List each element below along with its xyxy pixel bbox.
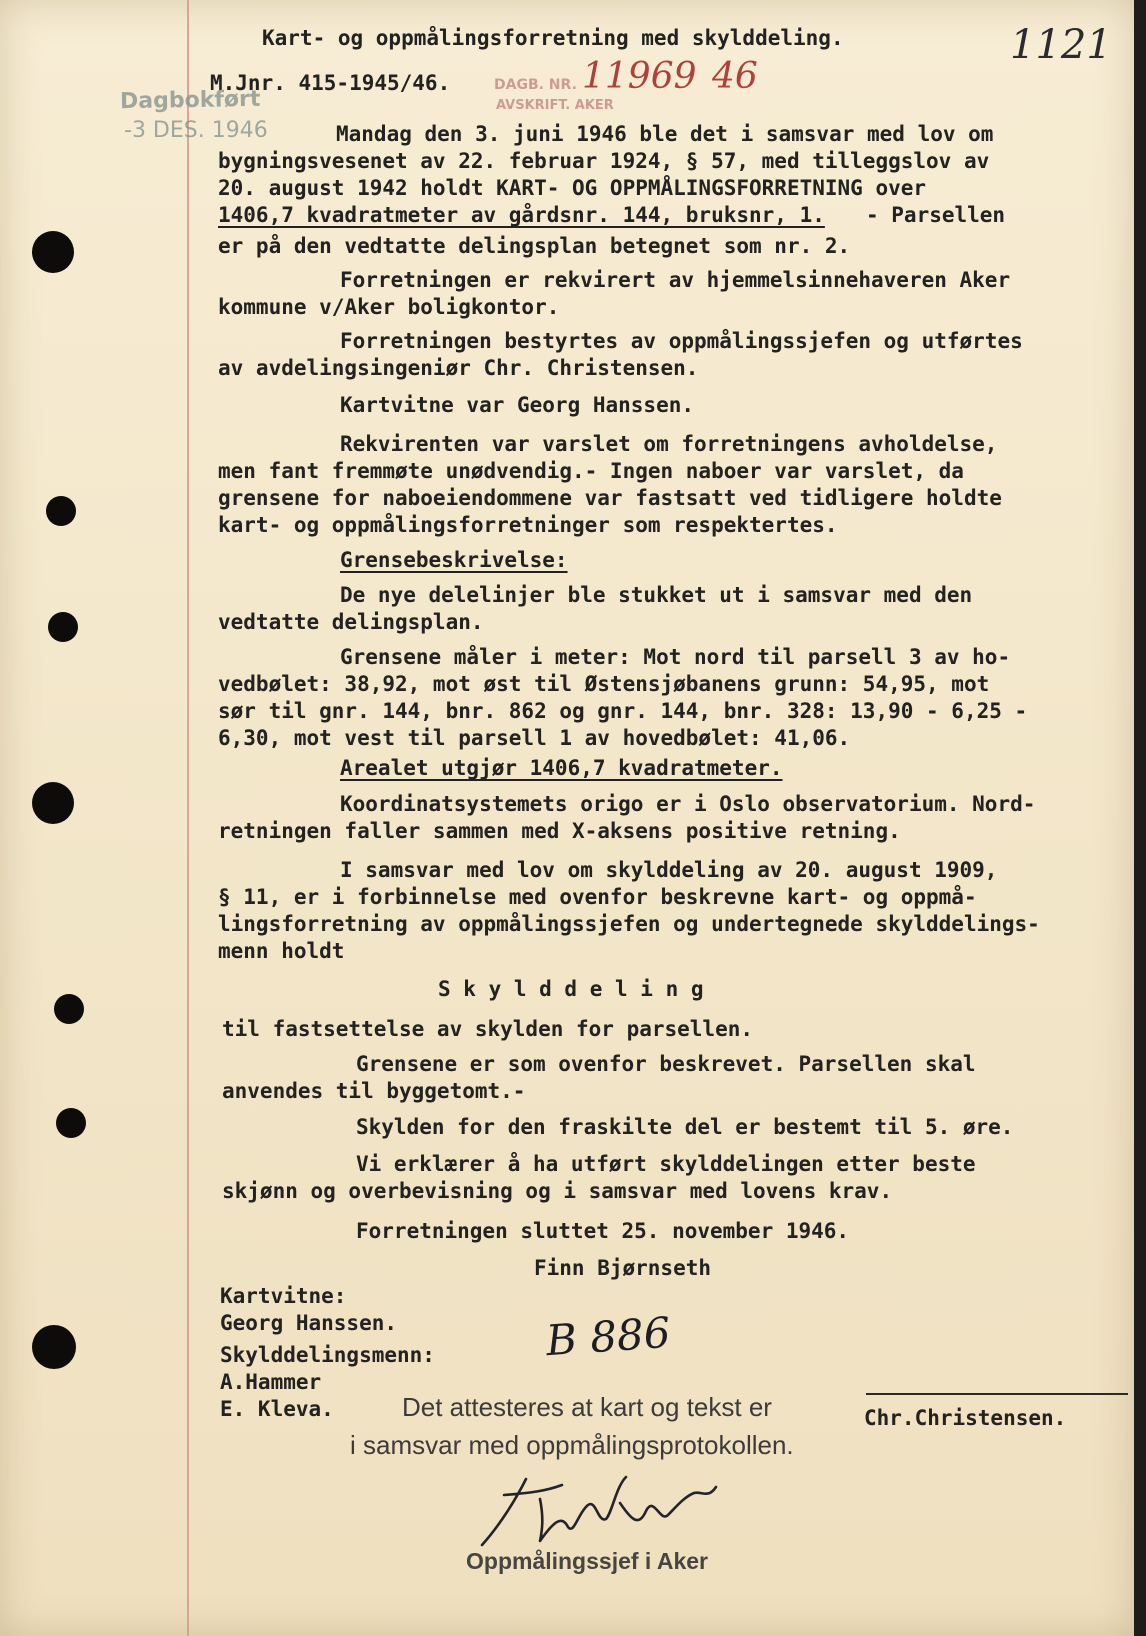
journal-number: M.Jnr. 415-1945/46. xyxy=(210,71,451,95)
body-line: Grensene måler i meter: Mot nord til parsell 3 av ho- xyxy=(340,645,1011,669)
body-line: Forretningen bestyrtes av oppmålingssjefen og utførtes xyxy=(340,329,1023,353)
body-line: Forretningen sluttet 25. november 1946. xyxy=(356,1219,850,1243)
body-line: til fastsettelse av skylden for parsellen. xyxy=(222,1017,754,1041)
red-stamp-sub: AVSKRIFT. AKER xyxy=(496,98,614,113)
member-name: A.Hammer xyxy=(220,1370,322,1394)
body-line: 6,30, mot vest til parsell 1 av hovedbølet: 41,06. xyxy=(218,726,851,750)
punch-hole xyxy=(32,231,74,273)
body-line: § 11, er i forbinnelse med ovenfor beskrevne kart- og oppmå- xyxy=(218,885,977,909)
punch-hole xyxy=(54,994,84,1024)
area-statement: Arealet utgjør 1406,7 kvadratmeter. xyxy=(340,756,783,780)
kartvitne-name: Georg Hanssen. xyxy=(220,1311,398,1335)
body-line: De nye delelinjer ble stukket ut i samsvar med den xyxy=(340,583,973,607)
handwritten-signature xyxy=(470,1465,730,1560)
handwritten-reference: B 886 xyxy=(544,1307,672,1366)
body-line: 20. august 1942 holdt KART- OG OPPMÅLINGSFORRETNING over xyxy=(218,176,927,200)
punch-hole xyxy=(46,496,76,526)
punch-hole xyxy=(32,782,74,824)
body-line: vedtatte delingsplan. xyxy=(218,610,484,634)
body-line: menn holdt xyxy=(218,939,345,963)
dagbok-stamp-label: Dagbokført xyxy=(119,86,261,115)
body-line: I samsvar med lov om skylddeling av 20. august 1909, xyxy=(340,858,998,882)
body-line: bygningsvesenet av 22. februar 1924, § 57, med tilleggslov av xyxy=(218,149,990,173)
body-line: Forretningen er rekvirert av hjemmelsinnehaveren Aker xyxy=(340,268,1011,292)
red-stamp-number: 11969 xyxy=(582,56,697,97)
office-stamp: Oppmålingssjef i Aker xyxy=(466,1548,708,1574)
body-line: Grensene er som ovenfor beskrevet. Parsellen skal xyxy=(356,1052,976,1076)
body-line: lingsforretning av oppmålingssjefen og undertegnede skylddelings- xyxy=(218,912,1040,936)
heading-skylddeling: S k y l d d e l i n g xyxy=(438,977,704,1001)
document-title: Kart- og oppmålingsforretning med skylddeling. xyxy=(262,26,844,50)
heading-grensebeskrivelse: Grensebeskrivelse: xyxy=(340,548,568,572)
body-line: sør til gnr. 144, bnr. 862 og gnr. 144, bnr. 328: 13,90 - 6,25 - xyxy=(218,699,1028,723)
body-line: Skylden for den fraskilte del er bestemt til 5. øre. xyxy=(356,1115,1014,1139)
engineer-name: Chr.Christensen. xyxy=(864,1406,1067,1430)
body-line: vedbølet: 38,92, mot øst til Østensjøbanens grunn: 54,95, mot xyxy=(218,672,990,696)
body-line: Koordinatsystemets origo er i Oslo observatorium. Nord- xyxy=(340,792,1036,816)
punch-hole xyxy=(48,612,78,642)
body-line: er på den vedtatte delingsplan betegnet som nr. 2. xyxy=(218,234,851,258)
body-line: Vi erklærer å ha utført skylddelingen etter beste xyxy=(356,1152,976,1176)
body-line: Rekvirenten var varslet om forretningens avholdelse, xyxy=(340,432,998,456)
signature-line xyxy=(866,1393,1128,1395)
signer-name: Finn Bjørnseth xyxy=(534,1256,712,1280)
skylddelingsmenn-label: Skylddelingsmenn: xyxy=(220,1343,435,1367)
body-line: Mandag den 3. juni 1946 ble det i samsvar med lov om xyxy=(336,122,994,146)
kartvitne-label: Kartvitne: xyxy=(220,1284,347,1308)
member-name: E. Kleva. xyxy=(220,1397,334,1421)
body-line: retningen faller sammen med X-aksens positive retning. xyxy=(218,819,901,843)
body-line: men fant fremmøte unødvendig.- Ingen naboer var varslet, da xyxy=(218,459,964,483)
page-number: 1121 xyxy=(1010,22,1112,68)
certification-line: i samsvar med oppmålingsprotokollen. xyxy=(350,1430,794,1460)
margin-line xyxy=(187,0,189,1636)
body-line-underlined: 1406,7 kvadratmeter av gårdsnr. 144, bruksnr, 1. xyxy=(218,203,825,227)
red-stamp-prefix: DAGB. NR. xyxy=(494,77,577,93)
red-stamp-year: 46 xyxy=(712,56,758,97)
scan-edge xyxy=(1134,0,1146,1636)
body-line: av avdelingsingeniør Chr. Christensen. xyxy=(218,356,699,380)
punch-hole xyxy=(56,1108,86,1138)
body-line: Kartvitne var Georg Hanssen. xyxy=(340,393,695,417)
body-line: anvendes til byggetomt.- xyxy=(222,1079,526,1103)
body-line: grensene for naboeiendommene var fastsatt ved tidligere holdte xyxy=(218,486,1002,510)
body-line: kommune v/Aker boligkontor. xyxy=(218,295,560,319)
body-line: kart- og oppmålingsforretninger som respektertes. xyxy=(218,513,838,537)
certification-line: Det attesteres at kart og tekst er xyxy=(402,1392,772,1422)
dagbok-stamp-date: -3 DES. 1946 xyxy=(124,118,268,143)
punch-hole xyxy=(32,1325,76,1369)
body-line: skjønn og overbevisning og i samsvar med lovens krav. xyxy=(222,1179,893,1203)
body-line: - Parsellen xyxy=(866,203,1006,227)
